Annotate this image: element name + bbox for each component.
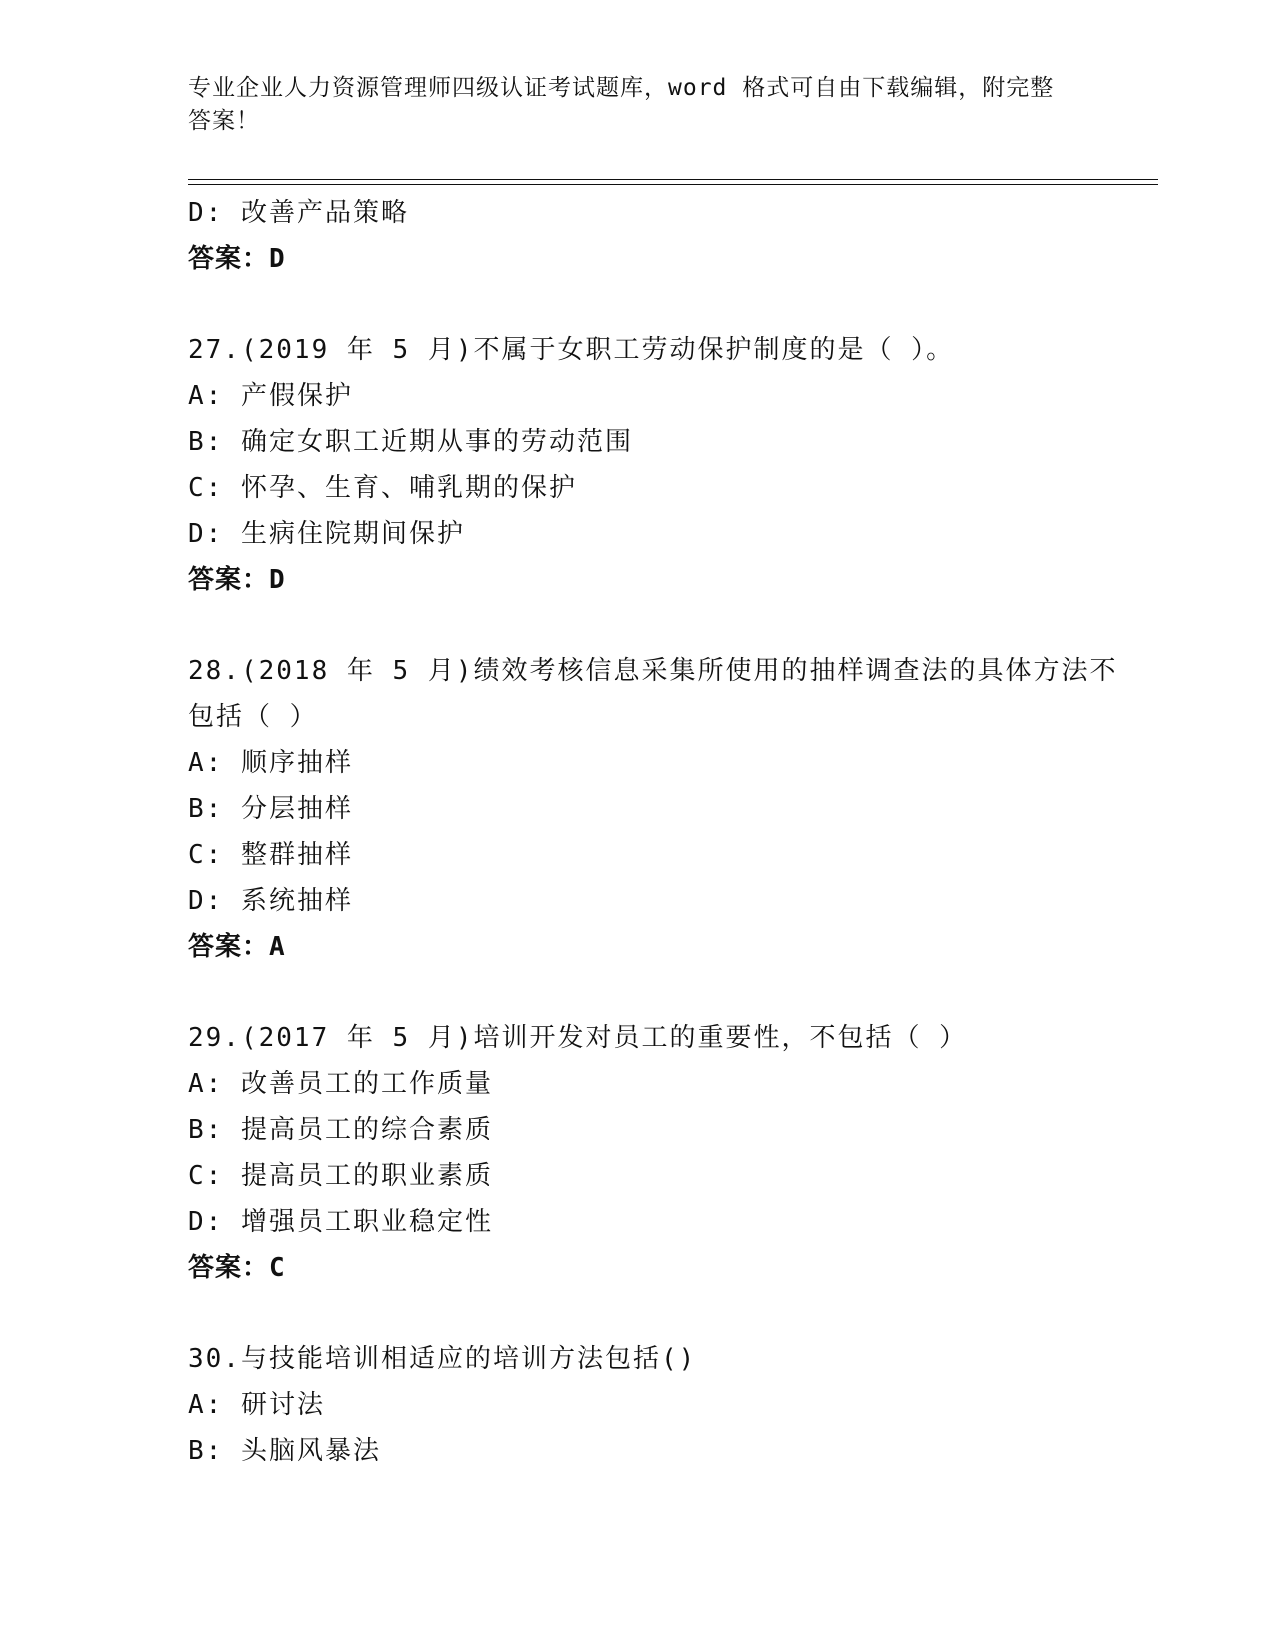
question-stem: 27.(2019 年 5 月)不属于女职工劳动保护制度的是（ ）。: [188, 335, 955, 365]
question-stem-continued: 包括（ ）: [188, 702, 318, 732]
question-stem: 28.(2018 年 5 月)绩效考核信息采集所使用的抽样调查法的具体方法不: [188, 656, 1118, 686]
option-c: C: 怀孕、生育、哺乳期的保护: [188, 473, 577, 503]
option-b: B: 分层抽样: [188, 794, 353, 824]
option-c: C: 整群抽样: [188, 840, 353, 870]
question-27: [188, 327, 1188, 603]
option-b: B: 提高员工的综合素质: [188, 1115, 493, 1145]
document-header: [188, 72, 1088, 138]
option-d: D: 生病住院期间保护: [188, 519, 465, 549]
question-stem: 30.与技能培训相适应的培训方法包括(): [188, 1344, 697, 1374]
option-a: A: 研讨法: [188, 1390, 325, 1420]
option-d: D: 增强员工职业稳定性: [188, 1207, 493, 1237]
answer: 答案：A: [188, 932, 286, 962]
question-list: [188, 190, 1188, 1474]
option-c: C: 提高员工的职业素质: [188, 1161, 493, 1191]
answer: 答案：D: [188, 565, 286, 595]
option-b: B: 确定女职工近期从事的劳动范围: [188, 427, 633, 457]
header-divider-top: [188, 179, 1158, 180]
option-a: A: 产假保护: [188, 381, 353, 411]
option-d: D: 系统抽样: [188, 886, 353, 916]
option-a: A: 改善员工的工作质量: [188, 1069, 493, 1099]
header-line-2: 答案！: [188, 108, 260, 134]
question-28: [188, 648, 1188, 970]
option-b: B: 头脑风暴法: [188, 1436, 381, 1466]
option-a: A: 顺序抽样: [188, 748, 353, 778]
question-stem: 29.(2017 年 5 月)培训开发对员工的重要性，不包括（ ）: [188, 1023, 968, 1053]
prev-answer: 答案：D: [188, 244, 286, 274]
question-30: [188, 1336, 1188, 1474]
header-divider-bottom: [188, 184, 1158, 185]
header-line-1: 专业企业人力资源管理师四级认证考试题库，word 格式可自由下载编辑，附完整: [188, 75, 1055, 101]
answer: 答案：C: [188, 1253, 286, 1283]
prev-option-d: D: 改善产品策略: [188, 198, 409, 228]
question-29: [188, 1015, 1188, 1291]
